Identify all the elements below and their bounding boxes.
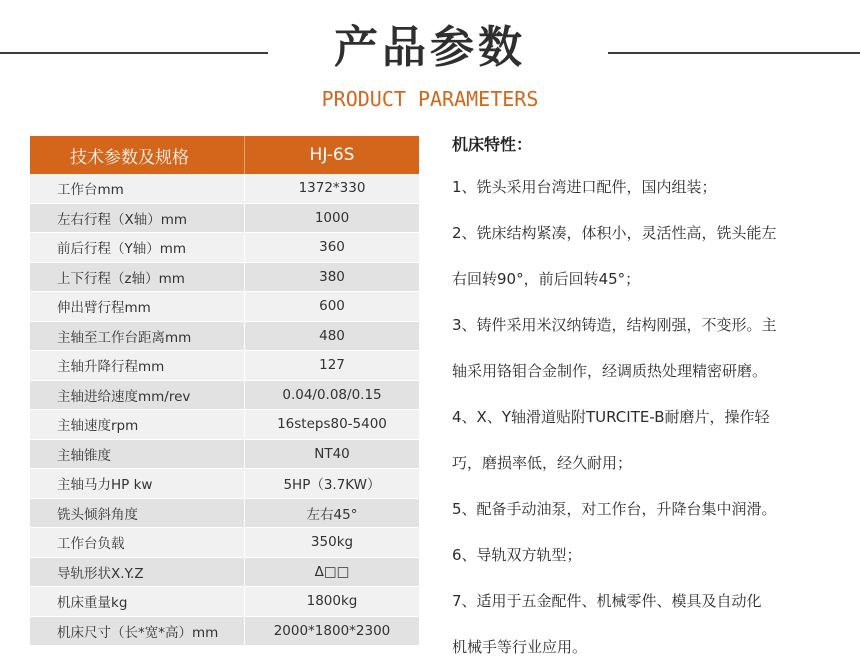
spec-value: 2000*1800*2300 — [273, 622, 391, 639]
table-row — [30, 528, 419, 558]
spec-name: 伸出臂行程mm — [30, 292, 245, 321]
spec-name: 主轴速度rpm — [30, 410, 245, 439]
spec-name: 左右行程（X轴）mm — [30, 204, 245, 233]
table-row — [30, 174, 419, 204]
page-subtitle: PRODUCT PARAMETERS — [321, 87, 539, 111]
spec-value: Δ□□ — [314, 563, 350, 580]
table-body — [30, 174, 419, 646]
table-row — [30, 558, 419, 588]
table-row — [30, 410, 419, 440]
table-row — [30, 351, 419, 381]
header-cell-model: HJ-6S — [309, 145, 355, 165]
spec-name: 主轴马力HP kw — [30, 469, 245, 498]
spec-name: 主轴升降行程mm — [30, 351, 245, 380]
features-title: 机床特性： — [452, 135, 533, 154]
feature-line: 4、X、Y轴滑道贴附TURCITE-B耐磨片，操作轻 — [452, 408, 770, 426]
spec-name: 上下行程（z轴）mm — [30, 263, 245, 292]
spec-name: 工作台mm — [30, 174, 245, 203]
section-header — [0, 0, 860, 120]
page-title: 产品参数 — [334, 22, 526, 73]
spec-value: 1800kg — [306, 593, 358, 610]
spec-value: 600 — [319, 298, 345, 315]
spec-value: 16steps80-5400 — [277, 416, 387, 433]
spec-name: 主轴锥度 — [30, 440, 245, 469]
table-row — [30, 587, 419, 617]
table-row — [30, 292, 419, 322]
table-row — [30, 233, 419, 263]
feature-line: 6、导轨双方轨型； — [452, 546, 582, 564]
spec-name: 工作台负载 — [30, 528, 245, 557]
feature-line: 3、铸件采用米汉纳铸造，结构刚强，不变形。主 — [452, 316, 777, 334]
feature-line: 7、适用于五金配件、机械零件、模具及自动化 — [452, 592, 762, 610]
spec-name: 机床尺寸（长*宽*高）mm — [30, 617, 245, 646]
table-row — [30, 204, 419, 234]
header-right-rule — [608, 52, 860, 54]
spec-value: 0.04/0.08/0.15 — [282, 386, 382, 403]
spec-name: 导轨形状X.Y.Z — [30, 558, 245, 587]
spec-value: 480 — [319, 327, 345, 344]
feature-line: 1、铣头采用台湾进口配件，国内组装； — [452, 178, 717, 196]
spec-name: 前后行程（Y轴）mm — [30, 233, 245, 262]
feature-line: 轴采用铬钼合金制作，经调质热处理精密研磨。 — [452, 362, 768, 380]
feature-line: 5、配备手动油泵，对工作台，升降台集中润滑。 — [452, 500, 777, 518]
table-header — [30, 136, 419, 174]
spec-table — [30, 136, 419, 646]
spec-name: 主轴至工作台距离mm — [30, 322, 245, 351]
spec-name: 主轴进给速度mm/rev — [30, 381, 245, 410]
table-row — [30, 469, 419, 499]
header-left-rule — [0, 52, 268, 54]
feature-line: 右回转90°，前后回转45°； — [452, 270, 641, 288]
spec-value: 127 — [319, 357, 345, 374]
spec-value: 1000 — [314, 209, 350, 226]
table-row — [30, 499, 419, 529]
table-row — [30, 322, 419, 352]
table-row — [30, 617, 419, 647]
spec-value: 左右45° — [306, 506, 358, 523]
spec-value: 380 — [319, 268, 345, 285]
spec-value: 360 — [319, 239, 345, 256]
feature-line: 机械手等行业应用。 — [452, 638, 588, 656]
spec-value: 1372*330 — [298, 180, 366, 197]
features-panel — [452, 133, 842, 658]
feature-line: 巧，磨损率低，经久耐用； — [452, 454, 633, 472]
header-cell-spec: 技术参数及规格 — [30, 136, 245, 174]
spec-value: 350kg — [310, 534, 354, 551]
spec-value: NT40 — [314, 445, 350, 462]
table-row — [30, 263, 419, 293]
spec-value: 5HP（3.7KW） — [283, 477, 381, 494]
spec-name: 铣头倾斜角度 — [30, 499, 245, 528]
feature-line: 2、铣床结构紧凑，体积小，灵活性高，铣头能左 — [452, 224, 777, 242]
spec-name: 机床重量kg — [30, 587, 245, 616]
table-row — [30, 440, 419, 470]
table-row — [30, 381, 419, 411]
